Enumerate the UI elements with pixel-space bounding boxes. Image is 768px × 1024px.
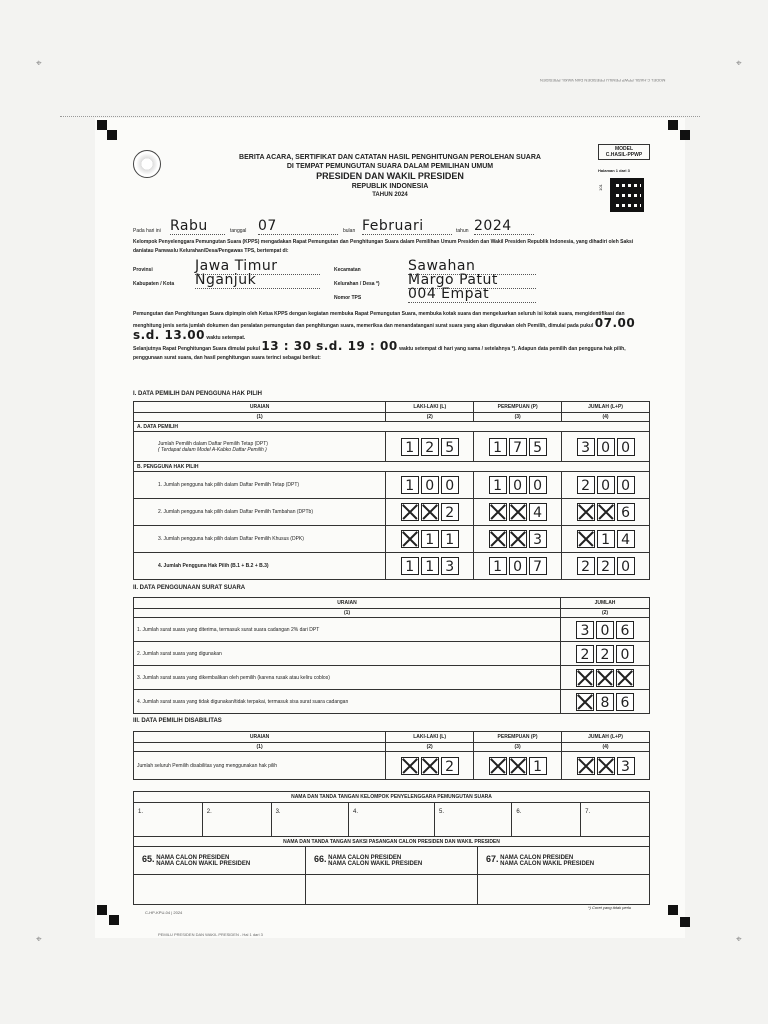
digit-box: 1 [421,557,439,575]
day-value: Rabu [170,218,225,235]
digit-box: 0 [421,476,439,494]
digit-box: 3 [577,438,595,456]
page-top-text: MODEL C.HASIL PPWP PEMILU PRESIDEN DAN WAKIL PRESIDEN [540,78,666,83]
year-value: 2024 [474,218,534,235]
crossed-digit-box [576,669,594,687]
digit-box: 1 [421,530,439,548]
kpu-logo-icon [133,150,161,178]
table-row: Jumlah Pemilih dalam Daftar Pemilih Tetap (DPT) ( Terdapat dalam Model A-Kabko Daftar Pemilih ) 1 2 5 1 7 5 3 0 0 [134,432,650,462]
kecamatan-value: Sawahan [408,258,536,275]
provinsi-value: Jawa Timur [195,258,320,275]
crossed-digit-box [576,693,594,711]
kabupaten-value: Nganjuk [195,272,320,289]
digit-box: 1 [401,438,419,456]
digit-boxes [565,757,646,775]
digit-box: 7 [529,557,547,575]
kecamatan-label: Kecamatan [334,267,361,273]
date-value: 07 [258,218,338,235]
digit-box: 6 [617,503,635,521]
crosshair-icon: ⌖ [736,934,742,945]
start-time: 07.00 s.d. 13.00 [133,316,636,342]
group-a-label: A. DATA PEMILIH [134,422,650,432]
digit-box: 0 [617,557,635,575]
crossed-digit-box [596,669,614,687]
digit-box: 1 [489,557,507,575]
digit-boxes [389,757,470,775]
crossed-digit-box [489,530,507,548]
digit-box: 2 [441,757,459,775]
registration-mark [97,905,107,915]
month-value: Februari [362,218,452,235]
crossed-digit-box [401,530,419,548]
digit-box: 2 [577,476,595,494]
registration-mark [668,120,678,130]
digit-boxes [565,438,646,456]
digit-box: 0 [509,476,527,494]
digit-box: 0 [441,476,459,494]
digit-boxes [389,503,470,521]
digit-box: 0 [617,476,635,494]
digit-box: 6 [616,693,634,711]
tps-label: Nomor TPS [334,295,362,301]
model-box: MODEL C.HASIL-PPWP [598,144,650,160]
table-row: 1. Jumlah surat suara yang diterima, termasuk surat suara cadangan 2% dari DPT 3 0 6 [134,618,650,642]
digit-box: 2 [576,645,594,663]
digit-boxes [477,503,558,521]
digit-box: 4 [617,530,635,548]
crosshair-icon: ⌖ [736,58,742,69]
day-label: Pada hari ini [133,228,161,234]
digit-boxes [477,757,558,775]
crossed-digit-box [509,530,527,548]
digit-boxes [477,476,558,494]
table-row: 3. Jumlah surat suara yang dikembalikan oleh pemilih (karena rusak atau keliru coblos) [134,666,650,690]
voter-data-table: URAIAN LAKI-LAKI (L) PEREMPUAN (P) JUMLAH (L+P) (1) (2) (3) (4) A. DATA PEMILIH Jumlah Pemilih dalam Daftar Pemilih Tetap (DPT) ( Terdapat dalam Model A-Kabko Daftar Pemilih ) 1 2 5 1 7 5 3 0 0 B. PENGGUNA HAK PILIH 1. Jumlah pengguna hak pilih dalam Daftar Pemilih Tetap (DPT) 1 0 0 1 0 0 2 0 0 2. Jumlah pengguna hak pilih dalam Daftar Pemilih Tambahan (DPTb) 2 4 6 3. Jumlah pengguna hak pilih dalam Daftar Pemilih Khusus (DPK) 1 1 3 1 4 4. Jumlah Pengguna Hak Pilih (B.1 + B.2 + B.3) 1 1 3 1 0 7 2 2 0 [133,401,650,580]
digit-box: 0 [529,476,547,494]
kabupaten-label: Kabupaten / Kota [133,281,175,287]
crossed-digit-box [597,503,615,521]
crossed-digit-box [509,757,527,775]
crossed-digit-box [597,757,615,775]
intro-paragraph-2: Pemungutan dan Penghitungan Suara dipimpin oleh Ketua KPPS dengan kegiatan membuka Rapat Pemungutan Suara, membuka kotak suara dan mengeluarkan seluruh isi kotak suara, mengidentifikasi dan menghitung jenis serta jumlah dokumen dan peralatan pemungutan dan penghitungan suara, memeriksa dan menandatangani surat suara yang akan digunakan oleh Pemilih, dimulai pada pukul 07.00 s.d. 13.00 waktu setempat. [133,311,636,342]
digit-box: 2 [596,645,614,663]
digit-box: 6 [616,621,634,639]
digit-box: 3 [441,557,459,575]
table-row: 2. Jumlah pengguna hak pilih dalam Daftar Pemilih Tambahan (DPTb) 2 4 6 [134,499,650,526]
digit-box: 1 [489,438,507,456]
provinsi-label: Provinsi [133,267,153,273]
crossed-digit-box [401,757,419,775]
registration-mark [680,917,690,927]
section-1-title: I. DATA PEMILIH DAN PENGGUNA HAK PILIH [133,391,262,397]
digit-box: 0 [617,438,635,456]
crossed-digit-box [577,757,595,775]
registration-mark [97,120,107,130]
crosshair-icon: ⌖ [36,934,42,945]
form-title: BERITA ACARA, SERTIFIKAT DAN CATATAN HASIL PENGHITUNGAN PEROLEHAN SUARA DI TEMPAT PEMUNGUTAN SUARA DALAM PEMILIHAN UMUM PRESIDEN DAN WAKIL PRESIDEN REPUBLIK INDONESIA TAHUN 2024 [239,154,541,198]
digit-boxes [565,557,646,575]
digit-box: 1 [441,530,459,548]
digit-box: 4 [529,503,547,521]
table-row: Jumlah seluruh Pemilih disabilitas yang menggunakan hak pilih 2 1 3 [134,752,650,780]
digit-box: 0 [596,621,614,639]
crossed-digit-box [421,503,439,521]
side-code: 101 [597,184,603,191]
digit-box: 3 [576,621,594,639]
table-row: 2. Jumlah surat suara yang digunakan 2 2 0 [134,642,650,666]
digit-boxes [477,530,558,548]
digit-box: 1 [401,476,419,494]
digit-boxes [565,530,646,548]
digit-boxes [564,645,646,663]
digit-box: 1 [597,530,615,548]
digit-box: 5 [529,438,547,456]
disability-table: URAIAN LAKI-LAKI (L) PEREMPUAN (P) JUMLAH (L+P) (1) (2) (3) (4) Jumlah seluruh Pemilih disabilitas yang menggunakan hak pilih 2 1 3 [133,731,650,780]
digit-boxes [389,557,470,575]
month-label: bulan [343,228,356,234]
table-row: 4. Jumlah surat suara yang tidak digunakan/tidak terpakai, termasuk sisa surat suara cadangan 8 6 [134,690,650,714]
digit-box: 7 [509,438,527,456]
kelurahan-label: Kelurahan / Desa *) [334,281,380,287]
crosshair-icon: ⌖ [36,58,42,69]
digit-box: 2 [441,503,459,521]
digit-boxes [565,476,646,494]
digit-boxes [389,476,470,494]
section-3-title: III. DATA PEMILIH DISABILITAS [133,718,222,724]
qr-code-icon [610,178,644,212]
digit-box: 0 [616,645,634,663]
digit-box: 5 [441,438,459,456]
section-2-title: II. DATA PENGGUNAAN SURAT SUARA [133,585,246,591]
footer-text: PEMILU PRESIDEN DAN WAKIL PRESIDEN - Hal 1 dari 3 [158,932,263,937]
digit-box: 2 [577,557,595,575]
digit-box: 1 [489,476,507,494]
count-time: 13 : 30 s.d. 19 : 00 [261,339,398,353]
crossed-digit-box [616,669,634,687]
digit-box: 0 [509,557,527,575]
digit-boxes [564,669,646,687]
digit-boxes [565,503,646,521]
registration-mark [668,905,678,915]
tps-value: 004 Empat [408,286,536,303]
kelurahan-value: Margo Patut [408,272,536,289]
intro-paragraph-3: Selanjutnya Rapat Penghitungan Suara dimulai pukul 13 : 30 s.d. 19 : 00 waktu setempat di hari yang sama / setelahnya *). Adapun data pemilih dan pengguna hak pilih, penggunaan surat suara, dan hasil penghitungan suara terinci sebagai berikut: [133,339,626,361]
candidate-row: 65. NAMA CALON PRESIDEN NAMA CALON WAKIL PRESIDEN 66. NAMA CALON PRESIDEN NAMA CALON WAKIL PRESIDEN 67. NAMA CALON PRESIDEN NAMA CALON WAKIL PRESIDEN [134,847,650,875]
cut-line [60,116,700,117]
digit-box: 8 [596,693,614,711]
crossed-digit-box [489,757,507,775]
footer-code: C-HP-KPU-04 | 2024 [145,910,183,915]
crossed-digit-box [577,503,595,521]
digit-box: 0 [597,476,615,494]
date-label: tanggal [230,228,247,234]
table-row: 3. Jumlah pengguna hak pilih dalam Daftar Pemilih Khusus (DPK) 1 1 3 1 4 [134,526,650,553]
digit-boxes [564,621,646,639]
intro-paragraph-1: Kelompok Penyelenggara Pemungutan Suara (KPPS) mengadakan Rapat Pemungutan dan Penghitungan Suara dalam Pemilihan Umum Presiden dan Wakil Presiden Republik Indonesia, yang dihadiri oleh Saksi dan/atau Panwaslu Kelurahan/Desa/Pengawas TPS, bertempat di: [133,239,634,254]
digit-boxes [564,693,646,711]
signature-table: NAMA DAN TANDA TANGAN KELOMPOK PENYELENGGARA PEMUNGUTAN SUARA 1. 2. 3. 4. 5. 6. 7. NAMA DAN TANDA TANGAN SAKSI PASANGAN CALON PRESIDEN DAN WAKIL PRESIDEN 65. NAMA CALON PRESIDEN NAMA CALON WAKIL PRESIDEN 66. NAMA CALON PRESIDEN NAMA CALON WAKIL PRESIDEN 67. NAMA CALON PRESIDEN NAMA CALON WAKIL PRESIDEN [133,791,650,905]
registration-mark [680,130,690,140]
candidate-signature-row [134,875,650,905]
crossed-digit-box [577,530,595,548]
crossed-digit-box [401,503,419,521]
digit-boxes [477,438,558,456]
digit-box: 1 [529,757,547,775]
digit-box: 2 [421,438,439,456]
digit-boxes [477,557,558,575]
ballot-usage-table: URAIAN JUMLAH (1) (2) 1. Jumlah surat suara yang diterima, termasuk surat suara cadangan 2% dari DPT 3 0 6 2. Jumlah surat suara yang digunakan 2 2 0 3. Jumlah surat suara yang dikembalikan oleh pemilih (karena rusak atau keliru coblos) 4. Jumlah surat suara yang tidak digunakan/tidak terpakai, termasuk sisa surat suara cadangan 8 6 [133,597,650,714]
digit-box: 0 [597,438,615,456]
crossed-digit-box [509,503,527,521]
group-b-label: B. PENGGUNA HAK PILIH [134,462,650,472]
digit-boxes [389,438,470,456]
digit-box: 3 [529,530,547,548]
table-row: 4. Jumlah Pengguna Hak Pilih (B.1 + B.2 + B.3) 1 1 3 1 0 7 2 2 0 [134,553,650,580]
registration-mark [109,915,119,925]
digit-box: 2 [597,557,615,575]
crossed-digit-box [421,757,439,775]
digit-box: 3 [617,757,635,775]
registration-mark [107,130,117,140]
digit-boxes [389,530,470,548]
year-label: tahun [456,228,469,234]
digit-box: 1 [401,557,419,575]
footnote: *) Coret yang tidak perlu [588,905,632,910]
page-indicator: Halaman 1 dari 3 [598,168,630,173]
kpps-signature-row: 1. 2. 3. 4. 5. 6. 7. [134,803,650,837]
crossed-digit-box [489,503,507,521]
table-row: 1. Jumlah pengguna hak pilih dalam Daftar Pemilih Tetap (DPT) 1 0 0 1 0 0 2 0 0 [134,472,650,499]
